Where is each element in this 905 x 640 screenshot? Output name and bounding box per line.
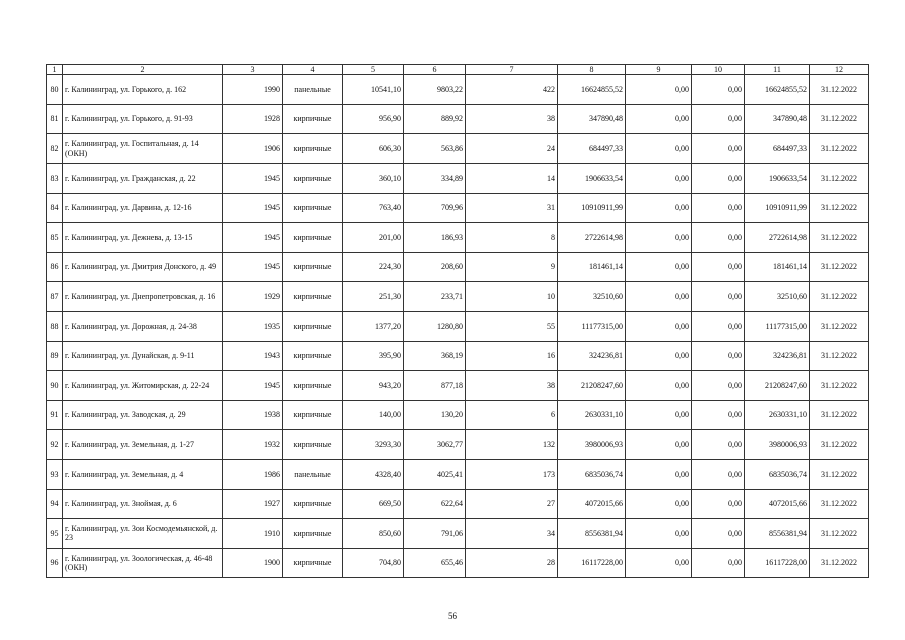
- table-row: [47, 341, 869, 371]
- total-area-cell: 395,90: [343, 341, 404, 371]
- living-area-cell: 186,93: [404, 223, 466, 253]
- col-header-9: 9: [626, 65, 692, 75]
- living-area-cell: 368,19: [404, 341, 466, 371]
- wall-material-cell: кирпичные: [283, 519, 343, 549]
- cost-total-cell: 6835036,74: [558, 459, 626, 489]
- address-cell: г. Калининград, ул. Земельная, д. 1-27: [63, 430, 223, 460]
- address-cell: г. Калининград, ул. Горького, д. 91-93: [63, 104, 223, 134]
- year-built-cell: 1929: [223, 282, 283, 312]
- wall-material-cell: кирпичные: [283, 193, 343, 223]
- address-cell: г. Калининград, ул. Госпитальная, д. 14 (ОКН): [63, 134, 223, 164]
- total-area-cell: 956,90: [343, 104, 404, 134]
- col-header-11: 11: [745, 65, 810, 75]
- table-row: [47, 548, 869, 578]
- cost-a-cell: 0,00: [626, 489, 692, 519]
- table-row: [47, 104, 869, 134]
- address-cell: г. Калининград, ул. Зои Космодемьянской, д. 23: [63, 519, 223, 549]
- cost-b-cell: 0,00: [692, 371, 745, 401]
- col-header-2: 2: [63, 65, 223, 75]
- row-number-cell: 80: [47, 75, 63, 105]
- table-row: [47, 400, 869, 430]
- living-area-cell: 233,71: [404, 282, 466, 312]
- cost-total-cell: 2630331,10: [558, 400, 626, 430]
- cost-b-cell: 0,00: [692, 459, 745, 489]
- housing-table: [46, 64, 869, 578]
- cost-b-cell: 0,00: [692, 311, 745, 341]
- completion-date-cell: 31.12.2022: [810, 459, 869, 489]
- total-area-cell: 704,80: [343, 548, 404, 578]
- cost-c-cell: 347890,48: [745, 104, 810, 134]
- row-number-cell: 96: [47, 548, 63, 578]
- year-built-cell: 1928: [223, 104, 283, 134]
- total-area-cell: 850,60: [343, 519, 404, 549]
- residents-cell: 28: [466, 548, 558, 578]
- residents-cell: 24: [466, 134, 558, 164]
- residents-cell: 55: [466, 311, 558, 341]
- living-area-cell: 709,96: [404, 193, 466, 223]
- address-cell: г. Калининград, ул. Дунайская, д. 9-11: [63, 341, 223, 371]
- cost-c-cell: 32510,60: [745, 282, 810, 312]
- cost-a-cell: 0,00: [626, 430, 692, 460]
- total-area-cell: 669,50: [343, 489, 404, 519]
- cost-a-cell: 0,00: [626, 282, 692, 312]
- total-area-cell: 3293,30: [343, 430, 404, 460]
- row-number-cell: 90: [47, 371, 63, 401]
- address-cell: г. Калининград, ул. Зоологическая, д. 46-48 (ОКН): [63, 548, 223, 578]
- living-area-cell: 9803,22: [404, 75, 466, 105]
- residents-cell: 10: [466, 282, 558, 312]
- total-area-cell: 251,30: [343, 282, 404, 312]
- address-cell: г. Калининград, ул. Дежнева, д. 13-15: [63, 223, 223, 253]
- cost-b-cell: 0,00: [692, 104, 745, 134]
- row-number-cell: 92: [47, 430, 63, 460]
- year-built-cell: 1986: [223, 459, 283, 489]
- col-header-1: 1: [47, 65, 63, 75]
- col-header-6: 6: [404, 65, 466, 75]
- year-built-cell: 1945: [223, 252, 283, 282]
- cost-total-cell: 181461,14: [558, 252, 626, 282]
- total-area-cell: 10541,10: [343, 75, 404, 105]
- wall-material-cell: кирпичные: [283, 430, 343, 460]
- table-row: [47, 489, 869, 519]
- cost-total-cell: 4072015,66: [558, 489, 626, 519]
- year-built-cell: 1945: [223, 163, 283, 193]
- year-built-cell: 1910: [223, 519, 283, 549]
- living-area-cell: 622,64: [404, 489, 466, 519]
- row-number-cell: 84: [47, 193, 63, 223]
- table-body: [47, 75, 869, 578]
- table-row: [47, 459, 869, 489]
- cost-c-cell: 8556381,94: [745, 519, 810, 549]
- completion-date-cell: 31.12.2022: [810, 519, 869, 549]
- address-cell: г. Калининград, ул. Дмитрия Донского, д. 49: [63, 252, 223, 282]
- living-area-cell: 791,06: [404, 519, 466, 549]
- table-row: [47, 430, 869, 460]
- residents-cell: 14: [466, 163, 558, 193]
- living-area-cell: 4025,41: [404, 459, 466, 489]
- cost-total-cell: 11177315,00: [558, 311, 626, 341]
- cost-c-cell: 11177315,00: [745, 311, 810, 341]
- col-header-3: 3: [223, 65, 283, 75]
- row-number-cell: 89: [47, 341, 63, 371]
- wall-material-cell: кирпичные: [283, 223, 343, 253]
- table-row: [47, 371, 869, 401]
- table-row: [47, 75, 869, 105]
- completion-date-cell: 31.12.2022: [810, 400, 869, 430]
- cost-a-cell: 0,00: [626, 134, 692, 164]
- table-row: [47, 223, 869, 253]
- completion-date-cell: 31.12.2022: [810, 252, 869, 282]
- total-area-cell: 224,30: [343, 252, 404, 282]
- wall-material-cell: кирпичные: [283, 400, 343, 430]
- completion-date-cell: 31.12.2022: [810, 311, 869, 341]
- table-row: [47, 252, 869, 282]
- cost-b-cell: 0,00: [692, 282, 745, 312]
- row-number-cell: 85: [47, 223, 63, 253]
- total-area-cell: 606,30: [343, 134, 404, 164]
- row-number-cell: 86: [47, 252, 63, 282]
- address-cell: г. Калининград, ул. Днепропетровская, д. 16: [63, 282, 223, 312]
- year-built-cell: 1935: [223, 311, 283, 341]
- cost-total-cell: 10910911,99: [558, 193, 626, 223]
- wall-material-cell: кирпичные: [283, 163, 343, 193]
- residents-cell: 16: [466, 341, 558, 371]
- cost-c-cell: 1906633,54: [745, 163, 810, 193]
- row-number-cell: 94: [47, 489, 63, 519]
- address-cell: г. Калининград, ул. Земельная, д. 4: [63, 459, 223, 489]
- row-number-cell: 81: [47, 104, 63, 134]
- living-area-cell: 889,92: [404, 104, 466, 134]
- cost-b-cell: 0,00: [692, 252, 745, 282]
- living-area-cell: 563,86: [404, 134, 466, 164]
- row-number-cell: 82: [47, 134, 63, 164]
- completion-date-cell: 31.12.2022: [810, 163, 869, 193]
- year-built-cell: 1932: [223, 430, 283, 460]
- total-area-cell: 763,40: [343, 193, 404, 223]
- wall-material-cell: кирпичные: [283, 134, 343, 164]
- cost-total-cell: 3980006,93: [558, 430, 626, 460]
- residents-cell: 173: [466, 459, 558, 489]
- cost-c-cell: 324236,81: [745, 341, 810, 371]
- residents-cell: 38: [466, 371, 558, 401]
- cost-b-cell: 0,00: [692, 548, 745, 578]
- year-built-cell: 1945: [223, 223, 283, 253]
- col-header-8: 8: [558, 65, 626, 75]
- cost-b-cell: 0,00: [692, 400, 745, 430]
- residents-cell: 132: [466, 430, 558, 460]
- table-row: [47, 193, 869, 223]
- total-area-cell: 943,20: [343, 371, 404, 401]
- completion-date-cell: 31.12.2022: [810, 104, 869, 134]
- year-built-cell: 1943: [223, 341, 283, 371]
- wall-material-cell: кирпичные: [283, 311, 343, 341]
- col-header-4: 4: [283, 65, 343, 75]
- living-area-cell: 3062,77: [404, 430, 466, 460]
- cost-b-cell: 0,00: [692, 519, 745, 549]
- year-built-cell: 1938: [223, 400, 283, 430]
- completion-date-cell: 31.12.2022: [810, 282, 869, 312]
- wall-material-cell: кирпичные: [283, 548, 343, 578]
- cost-b-cell: 0,00: [692, 75, 745, 105]
- table-row: [47, 134, 869, 164]
- cost-a-cell: 0,00: [626, 519, 692, 549]
- residents-cell: 27: [466, 489, 558, 519]
- cost-total-cell: 2722614,98: [558, 223, 626, 253]
- cost-total-cell: 32510,60: [558, 282, 626, 312]
- cost-a-cell: 0,00: [626, 341, 692, 371]
- cost-total-cell: 324236,81: [558, 341, 626, 371]
- cost-total-cell: 16624855,52: [558, 75, 626, 105]
- cost-a-cell: 0,00: [626, 75, 692, 105]
- col-header-10: 10: [692, 65, 745, 75]
- table-row: [47, 311, 869, 341]
- completion-date-cell: 31.12.2022: [810, 548, 869, 578]
- cost-a-cell: 0,00: [626, 400, 692, 430]
- total-area-cell: 4328,40: [343, 459, 404, 489]
- wall-material-cell: кирпичные: [283, 252, 343, 282]
- year-built-cell: 1945: [223, 193, 283, 223]
- year-built-cell: 1906: [223, 134, 283, 164]
- cost-c-cell: 6835036,74: [745, 459, 810, 489]
- cost-c-cell: 2630331,10: [745, 400, 810, 430]
- address-cell: г. Калининград, ул. Гражданская, д. 22: [63, 163, 223, 193]
- address-cell: г. Калининград, ул. Дорожная, д. 24-38: [63, 311, 223, 341]
- completion-date-cell: 31.12.2022: [810, 341, 869, 371]
- living-area-cell: 877,18: [404, 371, 466, 401]
- cost-a-cell: 0,00: [626, 459, 692, 489]
- cost-b-cell: 0,00: [692, 193, 745, 223]
- completion-date-cell: 31.12.2022: [810, 75, 869, 105]
- completion-date-cell: 31.12.2022: [810, 193, 869, 223]
- address-cell: г. Калининград, ул. Заводская, д. 29: [63, 400, 223, 430]
- wall-material-cell: кирпичные: [283, 282, 343, 312]
- cost-c-cell: 181461,14: [745, 252, 810, 282]
- cost-b-cell: 0,00: [692, 134, 745, 164]
- cost-b-cell: 0,00: [692, 430, 745, 460]
- cost-a-cell: 0,00: [626, 223, 692, 253]
- cost-b-cell: 0,00: [692, 341, 745, 371]
- cost-b-cell: 0,00: [692, 223, 745, 253]
- address-cell: г. Калининград, ул. Горького, д. 162: [63, 75, 223, 105]
- cost-a-cell: 0,00: [626, 252, 692, 282]
- residents-cell: 9: [466, 252, 558, 282]
- cost-a-cell: 0,00: [626, 193, 692, 223]
- cost-total-cell: 8556381,94: [558, 519, 626, 549]
- cost-c-cell: 684497,33: [745, 134, 810, 164]
- living-area-cell: 655,46: [404, 548, 466, 578]
- living-area-cell: 208,60: [404, 252, 466, 282]
- col-header-7: 7: [466, 65, 558, 75]
- row-number-cell: 91: [47, 400, 63, 430]
- residents-cell: 38: [466, 104, 558, 134]
- cost-a-cell: 0,00: [626, 311, 692, 341]
- year-built-cell: 1927: [223, 489, 283, 519]
- total-area-cell: 140,00: [343, 400, 404, 430]
- col-header-12: 12: [810, 65, 869, 75]
- living-area-cell: 130,20: [404, 400, 466, 430]
- living-area-cell: 1280,80: [404, 311, 466, 341]
- completion-date-cell: 31.12.2022: [810, 489, 869, 519]
- cost-a-cell: 0,00: [626, 548, 692, 578]
- cost-c-cell: 21208247,60: [745, 371, 810, 401]
- cost-total-cell: 684497,33: [558, 134, 626, 164]
- cost-a-cell: 0,00: [626, 104, 692, 134]
- total-area-cell: 201,00: [343, 223, 404, 253]
- wall-material-cell: панельные: [283, 75, 343, 105]
- address-cell: г. Калининград, ул. Зноймая, д. 6: [63, 489, 223, 519]
- residents-cell: 6: [466, 400, 558, 430]
- cost-total-cell: 21208247,60: [558, 371, 626, 401]
- wall-material-cell: кирпичные: [283, 489, 343, 519]
- wall-material-cell: кирпичные: [283, 341, 343, 371]
- year-built-cell: 1990: [223, 75, 283, 105]
- page-number: 56: [448, 611, 457, 621]
- year-built-cell: 1945: [223, 371, 283, 401]
- wall-material-cell: панельные: [283, 459, 343, 489]
- table-row: [47, 519, 869, 549]
- cost-b-cell: 0,00: [692, 163, 745, 193]
- cost-a-cell: 0,00: [626, 371, 692, 401]
- row-number-cell: 95: [47, 519, 63, 549]
- cost-c-cell: 10910911,99: [745, 193, 810, 223]
- completion-date-cell: 31.12.2022: [810, 430, 869, 460]
- cost-c-cell: 16624855,52: [745, 75, 810, 105]
- cost-b-cell: 0,00: [692, 489, 745, 519]
- row-number-cell: 88: [47, 311, 63, 341]
- cost-c-cell: 2722614,98: [745, 223, 810, 253]
- residents-cell: 34: [466, 519, 558, 549]
- cost-a-cell: 0,00: [626, 163, 692, 193]
- table-row: [47, 163, 869, 193]
- completion-date-cell: 31.12.2022: [810, 223, 869, 253]
- living-area-cell: 334,89: [404, 163, 466, 193]
- cost-total-cell: 16117228,00: [558, 548, 626, 578]
- cost-c-cell: 4072015,66: [745, 489, 810, 519]
- residents-cell: 8: [466, 223, 558, 253]
- address-cell: г. Калининград, ул. Дарвина, д. 12-16: [63, 193, 223, 223]
- row-number-cell: 93: [47, 459, 63, 489]
- wall-material-cell: кирпичные: [283, 104, 343, 134]
- header-row: [47, 65, 869, 75]
- cost-total-cell: 1906633,54: [558, 163, 626, 193]
- completion-date-cell: 31.12.2022: [810, 134, 869, 164]
- address-cell: г. Калининград, ул. Житомирская, д. 22-24: [63, 371, 223, 401]
- wall-material-cell: кирпичные: [283, 371, 343, 401]
- total-area-cell: 360,10: [343, 163, 404, 193]
- row-number-cell: 87: [47, 282, 63, 312]
- table-row: [47, 282, 869, 312]
- cost-total-cell: 347890,48: [558, 104, 626, 134]
- residents-cell: 422: [466, 75, 558, 105]
- cost-c-cell: 3980006,93: [745, 430, 810, 460]
- row-number-cell: 83: [47, 163, 63, 193]
- completion-date-cell: 31.12.2022: [810, 371, 869, 401]
- residents-cell: 31: [466, 193, 558, 223]
- cost-c-cell: 16117228,00: [745, 548, 810, 578]
- year-built-cell: 1900: [223, 548, 283, 578]
- col-header-5: 5: [343, 65, 404, 75]
- total-area-cell: 1377,20: [343, 311, 404, 341]
